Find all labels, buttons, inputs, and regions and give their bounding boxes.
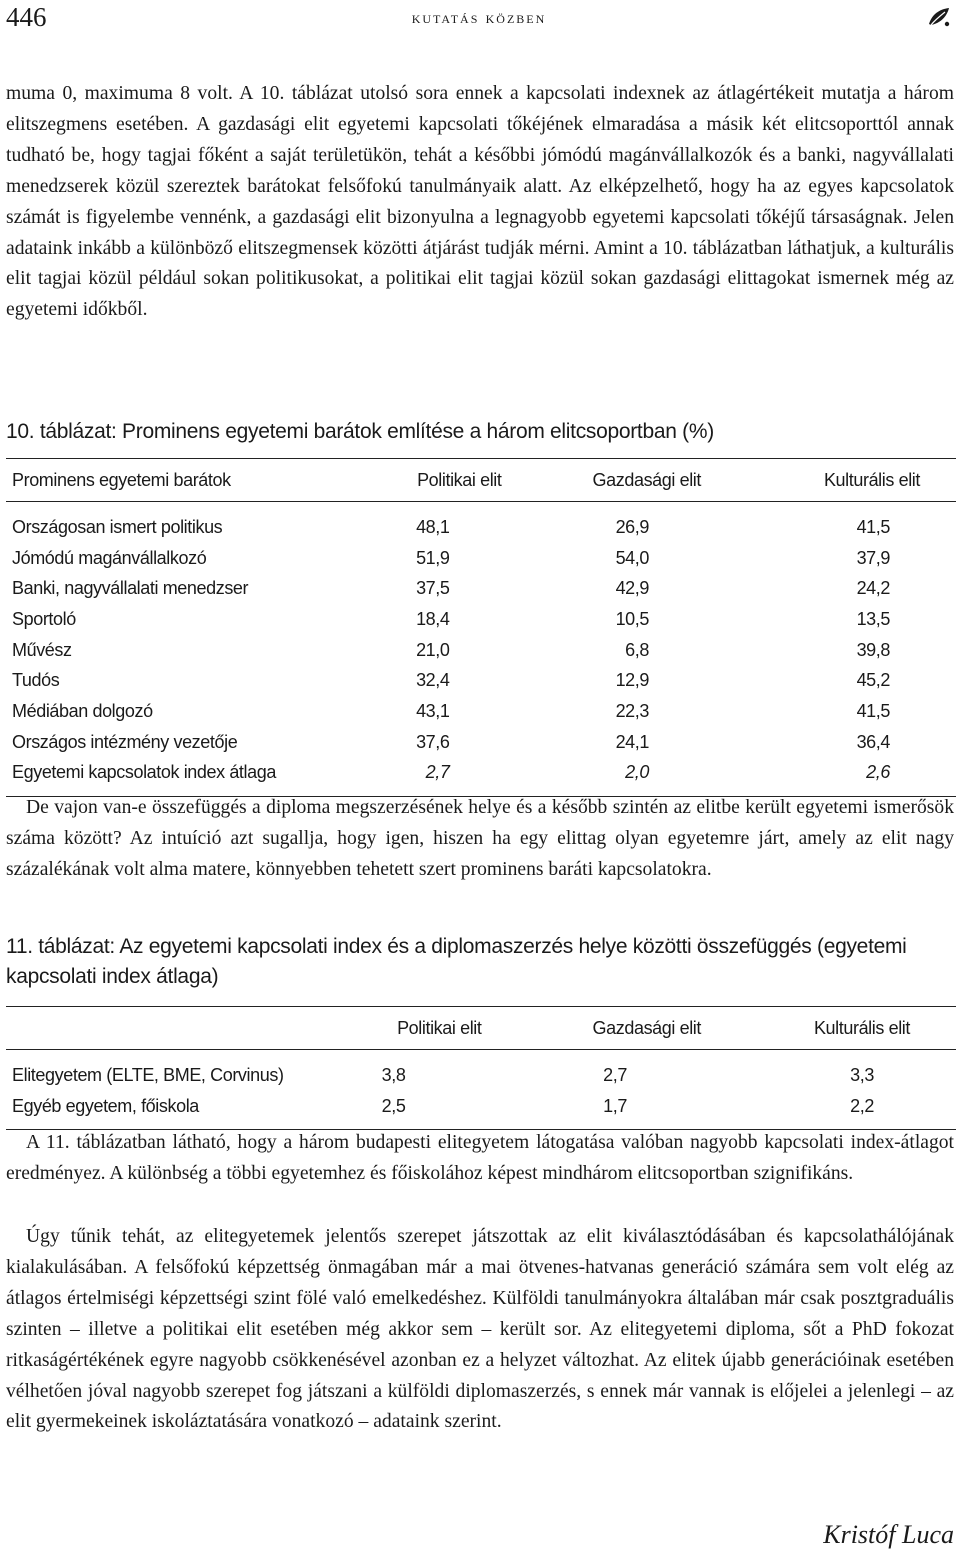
- row-label: Tudós: [12, 670, 60, 691]
- cell-economic: 12,9: [615, 670, 649, 691]
- table-11-caption: 11. táblázat: Az egyetemi kapcsolati index és a diplomaszerzés helye közötti összefüggés (egyetemi kapcsolati index átlaga): [6, 935, 907, 988]
- table-10-header: Kulturális elit: [823, 469, 920, 490]
- table-row: [6, 573, 956, 604]
- table-row: [6, 635, 956, 666]
- paragraph-1: muma 0, maximuma 8 volt. A 10. táblázat utolsó sora ennek a kapcsolati indexnek az átlagértékeit mutatja a három elitszegmens esetében. A gazdasági elit egyetemi kapcsolati tőkéjének elmaradása a másik két elitcsoporttól annak tudható be, hogy tagjai főként a saját területükön, tehát a későbbi jómódú magánvállalkozók és a banki, nagyvállalati menedzserek közül szereztek barátokat felsőfokú tanulmányaik alatt. Az elképzelhető, hogy ha az egyes kapcsolatok számát is figyelembe vennénk, a gazdasági elit bizonyulna a legnagyobb egyetemi kapcsolati tőkéjű társaságnak. Jelen adataink inkább a különböző elitszegmensek közötti átjárást tudják mérni. Amint a 10. táblázatban láthatjuk, a kulturális elit tagjai közül például sokan politikusokat, a politikai elit tagjai közül sokan gazdasági elittagokat ismernek még az egyetemi időkből.: [6, 83, 954, 321]
- row-label: Sportoló: [12, 608, 76, 629]
- table-row: [6, 543, 956, 574]
- table-11-header: [6, 1007, 339, 1050]
- table-11-header: Gazdasági elit: [592, 1017, 701, 1038]
- table-10-caption: 10. táblázat: Prominens egyetemi barátok említése a három elitcsoportban (%): [6, 420, 714, 443]
- table-row-index-average: [6, 758, 956, 797]
- table-11: [6, 1006, 956, 1130]
- cell-economic: 1,7: [603, 1095, 627, 1116]
- cell-economic: 2,0: [625, 762, 649, 783]
- table-10-header: Gazdasági elit: [592, 469, 701, 490]
- cell-political: 18,4: [416, 608, 450, 629]
- row-label: Médiában dolgozó: [12, 700, 153, 721]
- row-label: Banki, nagyvállalati menedzser: [12, 578, 249, 599]
- cell-economic: 26,9: [615, 516, 649, 537]
- table-row: [6, 1050, 956, 1091]
- page-number: 446: [6, 2, 47, 32]
- cell-political: 51,9: [416, 547, 450, 568]
- row-label: Elitegyetem (ELTE, BME, Corvinus): [12, 1064, 284, 1085]
- table-11-header-row: [6, 1007, 956, 1050]
- cell-political: 2,5: [381, 1095, 406, 1116]
- table-row: [6, 665, 956, 696]
- cell-economic: 2,7: [603, 1064, 627, 1085]
- table-row: [6, 604, 956, 635]
- table-10-header: Politikai elit: [417, 469, 502, 490]
- cell-economic: 24,1: [615, 731, 649, 752]
- cell-cultural: 45,2: [856, 670, 890, 691]
- row-label: Egyéb egyetem, főiskola: [12, 1095, 199, 1116]
- cell-political: 43,1: [416, 700, 450, 721]
- cell-political: 37,5: [416, 578, 450, 599]
- cell-political: 37,6: [416, 731, 450, 752]
- cell-cultural: 2,2: [850, 1095, 874, 1116]
- row-label: Művész: [12, 639, 72, 660]
- table-row: [6, 1091, 956, 1130]
- row-label: Országosan ismert politikus: [12, 516, 223, 537]
- row-label: Országos intézmény vezetője: [12, 731, 238, 752]
- paragraph-2: De vajon van-e összefüggés a diploma megszerzésének helye és a később szintén az elitbe került egyetemi ismerősök száma között? Az intuíció azt sugallja, hogy igen, hiszen ha egy elittag olyan egyetemre járt, amely az elit nagy százalékának volt alma matere, könnyebben tehetett szert prominens baráti kapcsolatokra.: [6, 797, 954, 880]
- paragraph-4: Úgy tűnik tehát, az elitegyetemek jelentős szerepet játszottak az elit kiválasztódásában és kapcsolathálójának kialakulásában. A felsőfokú képzettség önmagában már a mai ötvenes-hatvanas generáció számára sem volt elég az átlagos értelmiségi képzettségi szint fölé való emelkedéshez. Külföldi tanulmányokra általában már csak posztgraduális szinten – illetve a politikai elit esetében még akkor sem – került sor. Az elitegyetemi diploma, sőt a PhD fokozat ritkaságértékének egyre nagyobb csökkenésével azonban ez a helyzet változhat. Az elitek újabb generációinak esetében vélhetően jóval nagyobb szerepet fog játszani a külföldi diplomaszerzés, s ennek már vannak is előjelei a jelenlegi – az elit gyermekeinek iskoláztatására vonatkozó – adataink szerint.: [6, 1226, 954, 1433]
- table-row: [6, 696, 956, 727]
- running-title: kutatás közben: [411, 8, 547, 27]
- cell-economic: 6,8: [625, 639, 649, 660]
- paragraph-3: A 11. táblázatban látható, hogy a három budapesti elitegyetem látogatása valóban nagyobb kapcsolati index-átlagot eredményez. A különbség a többi egyetemhez és főiskolához képest mindhárom elitcsoportban szignifikáns.: [6, 1132, 954, 1184]
- table-row: [6, 727, 956, 758]
- table-10-header-row: [6, 459, 956, 502]
- cell-economic: 54,0: [615, 547, 649, 568]
- cell-political: 21,0: [416, 639, 450, 660]
- cell-economic: 42,9: [615, 578, 649, 599]
- cell-cultural: 41,5: [856, 516, 890, 537]
- cell-cultural: 36,4: [856, 731, 890, 752]
- cell-cultural: 39,8: [856, 639, 890, 660]
- author-signature: Kristóf Luca: [823, 1520, 954, 1549]
- table-10-header: Prominens egyetemi barátok: [12, 469, 231, 490]
- table-row: [6, 502, 956, 543]
- leaf-ornament-icon: [926, 4, 952, 30]
- cell-political: 2,7: [425, 762, 450, 783]
- table-10: [6, 458, 956, 797]
- cell-cultural: 3,3: [850, 1064, 874, 1085]
- cell-political: 32,4: [416, 670, 450, 691]
- table-11-header: Politikai elit: [397, 1017, 482, 1038]
- cell-cultural: 37,9: [856, 547, 890, 568]
- row-label: Jómódú magánvállalkozó: [12, 547, 207, 568]
- cell-cultural: 13,5: [856, 608, 890, 629]
- cell-political: 48,1: [416, 516, 450, 537]
- page-header: [6, 0, 952, 40]
- cell-economic: 22,3: [615, 700, 649, 721]
- cell-political: 3,8: [381, 1064, 406, 1085]
- cell-cultural: 41,5: [856, 700, 890, 721]
- row-label: Egyetemi kapcsolatok index átlaga: [12, 762, 276, 783]
- cell-cultural: 24,2: [856, 578, 890, 599]
- cell-economic: 10,5: [615, 608, 649, 629]
- table-11-header: Kulturális elit: [813, 1017, 910, 1038]
- cell-cultural: 2,6: [866, 762, 890, 783]
